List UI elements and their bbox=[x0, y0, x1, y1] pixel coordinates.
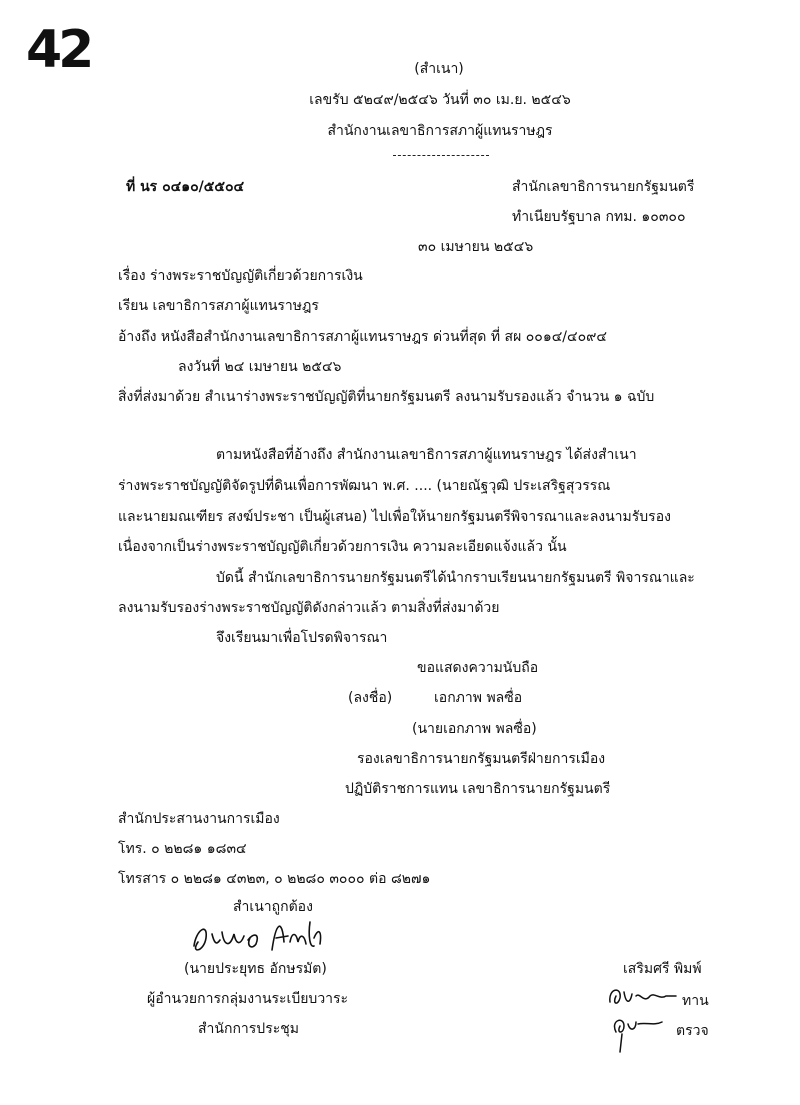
closing: ขอแสดงความนับถือ bbox=[417, 660, 539, 676]
body-line: ตามหนังสือที่อ้างถึง สำนักงานเลขาธิการสภาผู้แทนราษฎร ได้ส่งสำเนา bbox=[216, 447, 637, 463]
signer-acting: ปฏิบัติราชการแทน เลขาธิการนายกรัฐมนตรี bbox=[345, 781, 611, 797]
header-divider bbox=[393, 155, 489, 156]
certifier-name: (นายประยุทธ อักษรมัต) bbox=[184, 961, 327, 977]
received-line: เลขรับ ๕๒๔๙/๒๕๔๖ วันที่ ๓๐ เม.ย. ๒๕๔๖ bbox=[309, 92, 571, 108]
body-line: ลงนามรับรองร่างพระราชบัญญัติดังกล่าวแล้ว ตามสิ่งที่ส่งมาด้วย bbox=[118, 600, 500, 616]
body-line: และนายมณเฑียร สงฆ์ประชา เป็นผู้เสนอ) ไปเพื่อให้นายกรัฐมนตรีพิจารณาและลงนามรับรอง bbox=[118, 509, 671, 525]
contact-fax: โทรสาร ๐ ๒๒๘๑ ๔๓๒๓, ๐ ๒๒๘๐ ๓๐๐๐ ต่อ ๘๒๗๑ bbox=[118, 871, 431, 887]
reference-date-line: ลงวันที่ ๒๔ เมษายน ๒๕๔๖ bbox=[178, 359, 342, 375]
recipient-line: เรียน เลขาธิการสภาผู้แทนราษฎร bbox=[118, 298, 319, 314]
sender-office: สำนักเลขาธิการนายกรัฐมนตรี bbox=[512, 179, 695, 195]
signed-label: (ลงชื่อ) bbox=[348, 690, 393, 706]
receiving-office: สำนักงานเลขาธิการสภาผู้แทนราษฎร bbox=[327, 123, 553, 139]
body-line: จึงเรียนมาเพื่อโปรดพิจารณา bbox=[216, 630, 388, 646]
checker-initials bbox=[606, 1010, 666, 1056]
reference-number: ที่ นร ๐๔๑๐/๕๕๐๔ bbox=[126, 179, 245, 195]
signer-name: (นายเอกภาพ พลซื่อ) bbox=[412, 721, 537, 737]
body-line: ร่างพระราชบัญญัติจัดรูปที่ดินเพื่อการพัฒนา พ.ศ. .... (นายณัฐวุฒิ ประเสริฐสุวรรณ bbox=[118, 478, 611, 494]
reference-line: อ้างถึง หนังสือสำนักงานเลขาธิการสภาผู้แทนราษฎร ด่วนที่สุด ที่ สผ ๐๐๑๔/๔๐๙๔ bbox=[118, 329, 608, 345]
check-label: ตรวจ bbox=[676, 1023, 709, 1039]
letter-date: ๓๐ เมษายน ๒๕๔๖ bbox=[418, 239, 534, 255]
body-line: บัดนี้ สำนักเลขาธิการนายกรัฐมนตรีได้นำกราบเรียนนายกรัฐมนตรี พิจารณาและ bbox=[216, 570, 695, 586]
enclosure-line: สิ่งที่ส่งมาด้วย สำเนาร่างพระราชบัญญัติที่นายกรัฐมนตรี ลงนามรับรองแล้ว จำนวน ๑ ฉบับ bbox=[118, 389, 655, 405]
handwritten-page-number: 42 bbox=[26, 20, 91, 80]
sender-address: ทำเนียบรัฐบาล กทม. ๑๐๓๐๐ bbox=[512, 209, 686, 225]
signer-title: รองเลขาธิการนายกรัฐมนตรีฝ่ายการเมือง bbox=[357, 751, 606, 767]
copy-mark: (สำเนา) bbox=[414, 61, 464, 77]
certifier-office: สำนักการประชุม bbox=[198, 1021, 299, 1037]
contact-office: สำนักประสานงานการเมือง bbox=[118, 811, 280, 827]
contact-phone: โทร. ๐ ๒๒๘๑ ๑๘๓๔ bbox=[118, 841, 247, 857]
proofreader-initials bbox=[604, 982, 678, 1010]
certifier-title: ผู้อำนวยการกลุ่มงานระเบียบวาระ bbox=[147, 991, 349, 1007]
signed-name: เอกภาพ พลซื่อ bbox=[434, 690, 523, 706]
handwritten-signature bbox=[186, 912, 336, 960]
typist-name: เสริมศรี พิมพ์ bbox=[623, 961, 702, 977]
subject-line: เรื่อง ร่างพระราชบัญญัติเกี่ยวด้วยการเงิน bbox=[118, 268, 363, 284]
proof-label: ทาน bbox=[682, 993, 709, 1009]
body-line: เนื่องจากเป็นร่างพระราชบัญญัติเกี่ยวด้วยการเงิน ความละเอียดแจ้งแล้ว นั้น bbox=[118, 539, 567, 555]
certified-copy-label: สำเนาถูกต้อง bbox=[233, 899, 313, 915]
